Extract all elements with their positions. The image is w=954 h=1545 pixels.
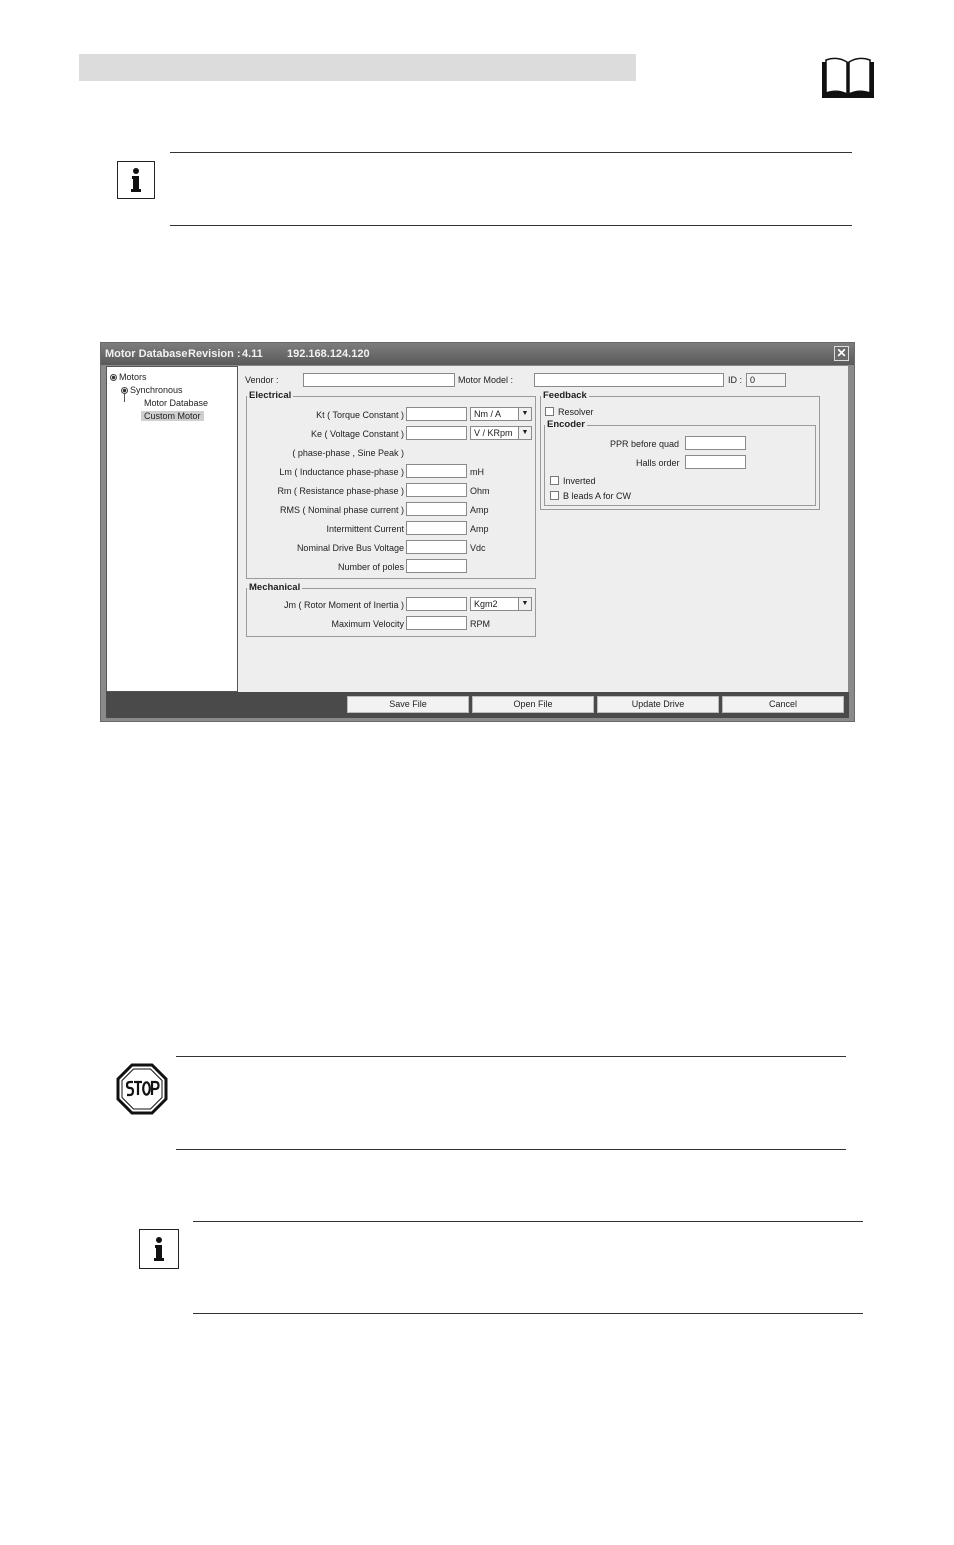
jm-input[interactable] — [406, 597, 467, 611]
info-icon — [117, 161, 155, 199]
tree-connector — [124, 394, 125, 402]
tree-label-synchronous: Synchronous — [130, 385, 183, 395]
intermittent-unit: Amp — [470, 524, 489, 534]
note-bottom-rule — [170, 225, 852, 226]
motor-model-label: Motor Model : — [458, 375, 514, 385]
note-top-rule — [193, 1221, 863, 1222]
page-header-bar — [79, 54, 636, 81]
bus-voltage-label: Nominal Drive Bus Voltage — [296, 543, 404, 553]
update-drive-button[interactable]: Update Drive — [597, 696, 719, 713]
ppr-label: PPR before quad — [610, 439, 680, 449]
intermittent-input[interactable] — [406, 521, 467, 535]
rms-unit: Amp — [470, 505, 489, 515]
tree-node-synchronous[interactable] — [121, 385, 183, 395]
window-title: Motor Database — [105, 348, 188, 360]
rms-label: RMS ( Nominal phase current ) — [279, 505, 404, 515]
lm-unit: mH — [470, 467, 484, 477]
vendor-label: Vendor : — [245, 375, 279, 385]
lm-label: Lm ( Inductance phase-phase ) — [279, 467, 404, 477]
ke-note-label: ( phase-phase , Sine Peak ) — [292, 448, 404, 458]
b-leads-a-checkbox[interactable] — [550, 491, 559, 500]
ke-unit-select[interactable] — [470, 426, 532, 440]
mechanical-title: Mechanical — [249, 582, 301, 593]
expand-icon — [121, 387, 128, 394]
jm-label: Jm ( Rotor Moment of Inertia ) — [283, 600, 404, 610]
motor-database-window — [100, 342, 855, 722]
note-bottom-rule — [176, 1149, 846, 1150]
note-bottom-rule — [193, 1313, 863, 1314]
tree-label-motors: Motors — [119, 372, 147, 382]
mechanical-group — [246, 588, 536, 637]
custom-motor-form — [238, 366, 848, 692]
bus-voltage-unit: Vdc — [470, 543, 486, 553]
rm-input[interactable] — [406, 483, 467, 497]
motor-tree — [106, 366, 238, 692]
id-field: 0 — [746, 373, 786, 387]
motor-model-input[interactable] — [534, 373, 724, 387]
resolver-label: Resolver — [558, 407, 594, 417]
jm-unit-select[interactable] — [470, 597, 532, 611]
encoder-title: Encoder — [547, 419, 586, 430]
ke-label: Ke ( Voltage Constant ) — [310, 429, 404, 439]
tree-node-motors[interactable] — [110, 372, 147, 382]
halls-input[interactable] — [685, 455, 746, 469]
inverted-label: Inverted — [563, 476, 596, 486]
tree-item-custom-motor[interactable]: Custom Motor — [141, 411, 204, 421]
lm-input[interactable] — [406, 464, 467, 478]
poles-label: Number of poles — [337, 562, 404, 572]
ppr-input[interactable] — [685, 436, 746, 450]
info-icon — [139, 1229, 179, 1269]
max-velocity-unit: RPM — [470, 619, 490, 629]
rms-input[interactable] — [406, 502, 467, 516]
note-top-rule — [170, 152, 852, 153]
tree-item-motor-database[interactable]: Motor Database — [144, 398, 209, 408]
button-bar — [106, 692, 849, 718]
rm-unit: Ohm — [470, 486, 490, 496]
electrical-title: Electrical — [249, 390, 292, 401]
cancel-button[interactable]: Cancel — [722, 696, 844, 713]
chevron-down-icon[interactable]: ▼ — [518, 598, 531, 610]
book-icon — [820, 56, 876, 100]
revision-value: 4.11 — [242, 348, 263, 360]
note-top-rule — [176, 1056, 846, 1057]
poles-input[interactable] — [406, 559, 467, 573]
kt-unit-select[interactable] — [470, 407, 532, 421]
revision-label: Revision : — [188, 348, 241, 360]
halls-label: Halls order — [636, 458, 680, 468]
b-leads-a-label: B leads A for CW — [563, 491, 632, 501]
stop-icon — [116, 1063, 168, 1115]
close-icon[interactable]: ✕ — [834, 346, 849, 361]
kt-label: Kt ( Torque Constant ) — [316, 410, 404, 420]
rm-label: Rm ( Resistance phase-phase ) — [277, 486, 404, 496]
kt-input[interactable] — [406, 407, 467, 421]
open-file-button[interactable]: Open File — [472, 696, 594, 713]
ip-address: 192.168.124.120 — [287, 348, 370, 360]
resolver-checkbox[interactable] — [545, 407, 554, 416]
feedback-title: Feedback — [543, 390, 587, 401]
chevron-down-icon[interactable]: ▼ — [518, 408, 531, 420]
intermittent-label: Intermittent Current — [326, 524, 404, 534]
ke-unit-value: V / KRpm — [474, 428, 513, 438]
save-file-button[interactable]: Save File — [347, 696, 469, 713]
window-titlebar[interactable] — [101, 343, 854, 365]
ke-input[interactable] — [406, 426, 467, 440]
kt-unit-value: Nm / A — [474, 409, 502, 419]
expand-icon — [110, 374, 117, 381]
max-velocity-label: Maximum Velocity — [331, 619, 404, 629]
inverted-checkbox[interactable] — [550, 476, 559, 485]
bus-voltage-input[interactable] — [406, 540, 467, 554]
id-label: ID : — [728, 375, 743, 385]
jm-unit-value: Kgm2 — [474, 599, 498, 609]
chevron-down-icon[interactable]: ▼ — [518, 427, 531, 439]
max-velocity-input[interactable] — [406, 616, 467, 630]
vendor-input[interactable] — [303, 373, 455, 387]
